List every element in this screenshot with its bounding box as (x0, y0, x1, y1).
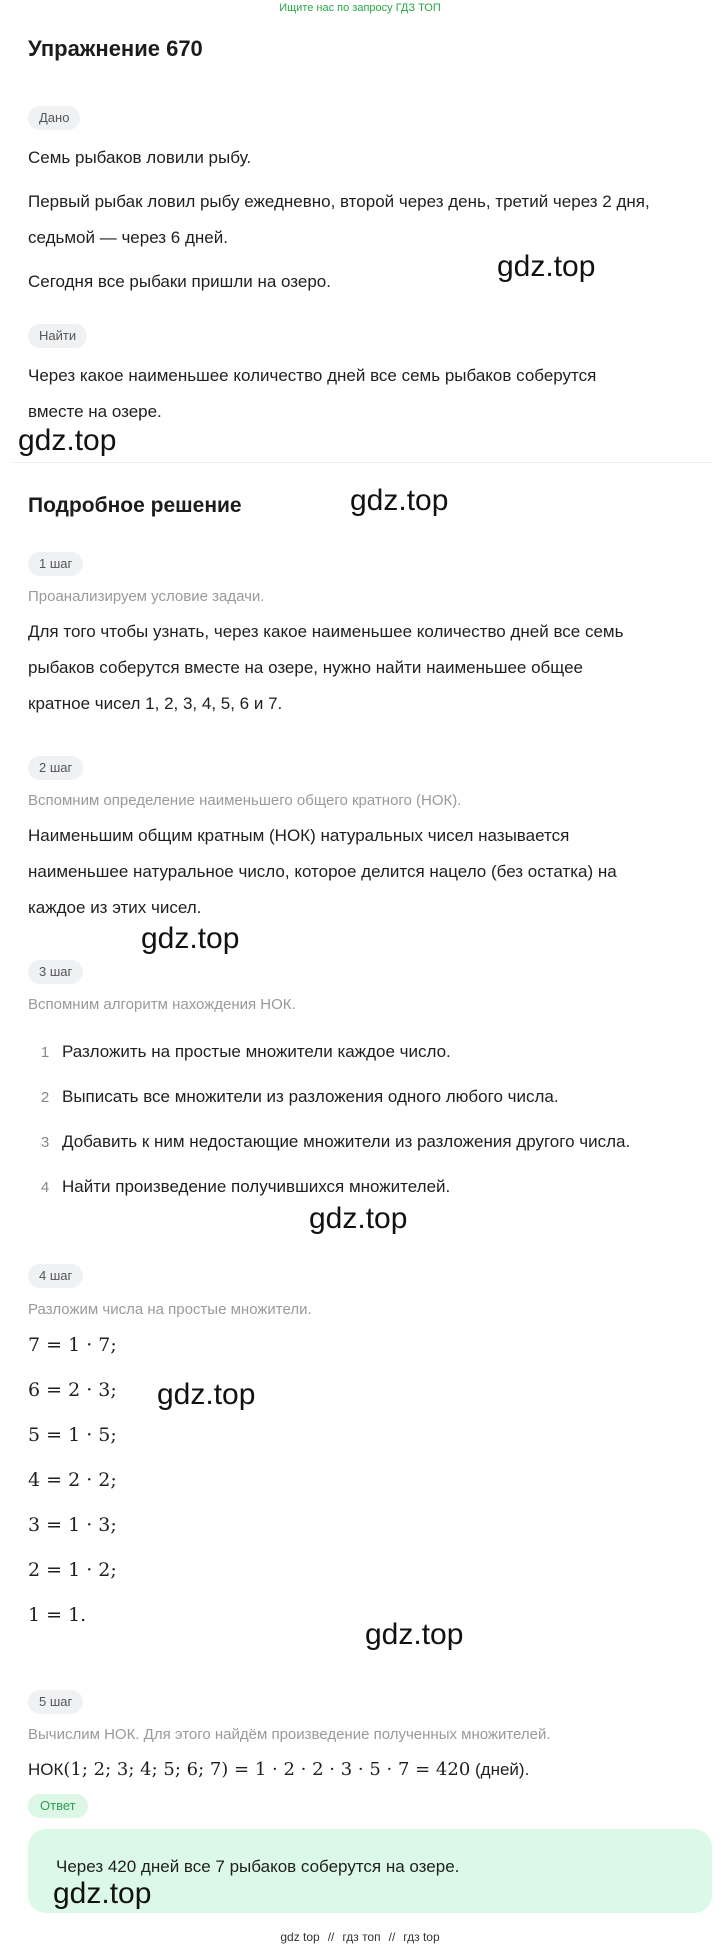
lcm-unit: (дней). (470, 1760, 530, 1779)
footer-separator: // (327, 1930, 335, 1944)
formula-line: 3 = 1 · 3; (28, 1514, 117, 1536)
list-item (28, 1177, 450, 1197)
step-1-badge: 1 шаг (28, 552, 83, 576)
footer-link[interactable]: gdz top (280, 1930, 320, 1944)
formula-line: 2 = 1 · 2; (28, 1559, 117, 1581)
list-item (28, 1132, 630, 1152)
list-number: 4 (40, 1179, 50, 1196)
answer-text: Через 420 дней все 7 рыбаков соберутся на озере. (56, 1857, 460, 1876)
lcm-label: НОК (28, 1760, 64, 1779)
exercise-card (6, 24, 714, 1924)
given-line-2: Первый рыбак ловил рыбу ежедневно, второй через день, третий через 2 дня, (28, 192, 650, 211)
given-line-4: Сегодня все рыбаки пришли на озеро. (28, 272, 331, 291)
step-1-line-1: Для того чтобы узнать, через какое наименьшее количество дней все семь (28, 622, 624, 641)
find-line-1: Через какое наименьшее количество дней все семь рыбаков соберутся (28, 366, 597, 385)
lcm-formula: (1; 2; 3; 4; 5; 6; 7) = 1 · 2 · 2 · 3 · 5 · 7 = 420 (63, 1759, 471, 1780)
watermark: gdz.top (141, 922, 240, 955)
list-item (28, 1087, 559, 1107)
watermark: gdz.top (365, 1618, 464, 1651)
list-text: Найти произведение получившихся множителей. (62, 1177, 451, 1196)
formula-line: 1 = 1. (28, 1604, 87, 1626)
step-2-line-2: наименьшее натуральное число, которое делится нацело (без остатка) на (28, 862, 617, 881)
footer-separator: // (388, 1930, 396, 1944)
find-badge: Найти (28, 324, 87, 348)
page-title: Упражнение 670 (28, 36, 203, 61)
footer-link[interactable]: гдз top (403, 1930, 440, 1944)
list-number: 2 (40, 1089, 50, 1106)
formula-line: 4 = 2 · 2; (28, 1469, 117, 1491)
step-1-line-2: рыбаков соберутся вместе на озере, нужно найти наименьшее общее (28, 658, 583, 677)
list-text: Выписать все множители из разложения одного любого числа. (62, 1087, 559, 1106)
list-number: 1 (40, 1044, 50, 1061)
step-4-hint: Разложим числа на простые множители. (28, 1301, 312, 1318)
answer-badge: Ответ (28, 1794, 88, 1818)
given-line-1: Семь рыбаков ловили рыбу. (28, 148, 252, 167)
step-1-line-3: кратное чисел 1, 2, 3, 4, 5, 6 и 7. (28, 694, 283, 713)
formula-line: 7 = 1 · 7; (28, 1334, 117, 1356)
footer-link[interactable]: гдз топ (342, 1930, 381, 1944)
watermark: gdz.top (53, 1877, 152, 1910)
step-5-hint: Вычислим НОК. Для этого найдём произведение полученных множителей. (28, 1726, 551, 1743)
step-1-hint: Проанализируем условие задачи. (28, 588, 265, 605)
given-line-3: седьмой — через 6 дней. (28, 228, 228, 247)
watermark: gdz.top (18, 424, 117, 457)
step-2-line-3: каждое из этих чисел. (28, 898, 202, 917)
list-text: Разложить на простые множители каждое число. (62, 1042, 451, 1061)
step-3-hint: Вспомним алгоритм нахождения НОК. (28, 996, 296, 1013)
step-3-badge: 3 шаг (28, 960, 83, 984)
find-line-2: вместе на озере. (28, 402, 162, 421)
lcm-result-line (28, 1752, 698, 1788)
step-2-hint: Вспомним определение наименьшего общего кратного (НОК). (28, 792, 462, 809)
step-5-badge: 5 шаг (28, 1690, 83, 1714)
formula-line: 6 = 2 · 3; (28, 1379, 117, 1401)
solution-title: Подробное решение (28, 494, 242, 517)
list-item (28, 1042, 451, 1062)
footer-links (0, 1930, 720, 1944)
watermark: gdz.top (157, 1378, 256, 1411)
list-number: 3 (40, 1134, 50, 1151)
watermark: gdz.top (309, 1202, 408, 1235)
watermark: gdz.top (497, 250, 596, 283)
step-2-line-1: Наименьшим общим кратным (НОК) натуральных чисел называется (28, 826, 570, 845)
top-banner: Ищите нас по запросу ГДЗ ТОП (279, 2, 441, 14)
formula-line: 5 = 1 · 5; (28, 1424, 117, 1446)
list-text: Добавить к ним недостающие множители из разложения другого числа. (62, 1132, 631, 1151)
section-divider (12, 462, 712, 463)
watermark: gdz.top (350, 484, 449, 517)
given-badge: Дано (28, 106, 80, 130)
step-4-badge: 4 шаг (28, 1264, 83, 1288)
step-2-badge: 2 шаг (28, 756, 83, 780)
